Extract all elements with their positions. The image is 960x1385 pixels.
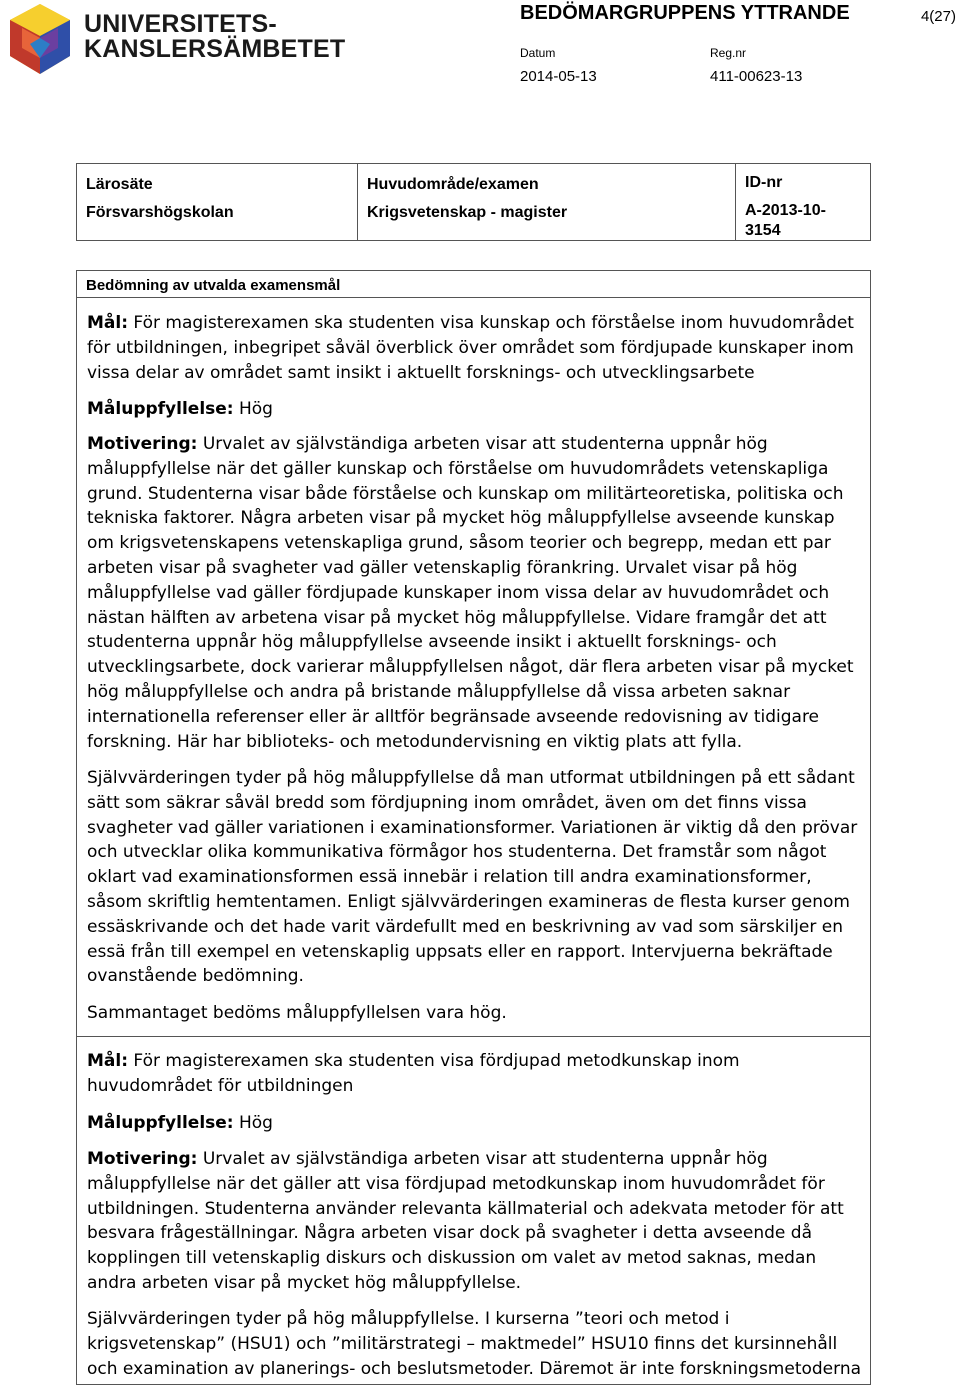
org-line-2: KANSLERSÄMBETET: [84, 35, 346, 63]
goal2-motiv-text: Urvalet av självständiga arbeten visar att studenterna uppnår hög måluppfyllelse när det gäller att visa fördjupad metodkunskap inom huvudområdet för utbildningen. Studenterna använder relevanta källmaterial och adekvata metoder för att besvara frågeställningar. Några arbeten visar dock på svagheter i detta avseende då kopplingen till vetenskaplig diskurs och diskussion om valet av metod saknas, medan andra arbeten visar på mycket hög måluppfyllelse.: [87, 1149, 844, 1293]
goal2-fulfilment: [87, 1111, 862, 1136]
goal1-motivation: [87, 432, 862, 754]
regnr-label: Reg.nr: [710, 46, 747, 60]
page-number: 4(27): [920, 8, 956, 25]
goal2-self-evaluation: Självvärderingen tyder på hög måluppfyllelse. I kurserna ”teori och metod i krigsvetenskap” (HSU1) och ”militärstrategi – maktmedel” HSU10 finns det kursinnehåll och examination av planerings- och beslutsmetoder. Däremot är inte forskningsmetoderna: [87, 1309, 862, 1379]
goal1-summary: Sammantaget bedöms måluppfyllelsen vara hög.: [87, 1003, 507, 1023]
goal1-mal-text: För magisterexamen ska studenten visa kunskap och förståelse inom huvudområdet för utbildningen, inbegripet såväl överblick över området som fördjupade kunskaper inom vissa delar av området samt insikt i aktuellt forsknings- och utvecklingsarbete: [87, 313, 854, 383]
date-value: 2014-05-13: [520, 68, 597, 85]
info-cell-larosate: [77, 164, 357, 240]
goal2-fulfil-label: Måluppfyllelse:: [87, 1113, 234, 1133]
goal2-motiv-label: Motivering:: [87, 1149, 198, 1169]
goal1-fulfilment: [87, 397, 862, 422]
document-title: BEDÖMARGRUPPENS YTTRANDE: [520, 2, 850, 24]
org-line-1: UNIVERSITETS-: [84, 10, 277, 38]
goal2-fulfil-value: Hög: [239, 1113, 273, 1133]
goal1-motiv-label: Motivering:: [87, 434, 198, 454]
section-title: Bedömning av utvalda examensmål: [77, 271, 870, 298]
regnr-value: 411-00623-13: [710, 68, 803, 85]
huvudomrade-value: Krigsvetenskap - magister: [367, 204, 568, 221]
uka-logo: [6, 2, 74, 76]
assessment-section: [76, 270, 871, 1385]
goal1-self-evaluation: Självvärderingen tyder på hög måluppfyllelse då man utformat utbildningen på ett sådant sätt som säkrar såväl bredd som fördjupning inom området, även om det finns vissa svagheter vad gäller variationen i examinationsformer. Variationen är viktig då den prövar och utvecklar olika kommunikativa förmågor hos studenterna. Det framstår som något oklart vad examinationsformen essä innebär i relation till andra examinationsformer, såsom skriftlig hemtentamen. Enligt självvärderingen examineras de flesta kurser genom essäskrivande och det hade varit värdefullt med en beskrivning av vad som särskiljer en essä från till exempel en vetenskaplig uppsats eller en rapport. Intervjuerna bekräftade ovanstående bedömning.: [87, 768, 858, 987]
goal1-fulfil-value: Hög: [239, 399, 273, 419]
goal2-mal-label: Mål:: [87, 1051, 129, 1071]
idnr-value-line-2: 3154: [745, 222, 781, 239]
huvudomrade-label: Huvudområde/examen: [367, 176, 539, 193]
info-cell-huvudomrade: [357, 164, 735, 240]
goal2-mal-text: För magisterexamen ska studenten visa fördjupad metodkunskap inom huvudområdet för utbildningen: [87, 1051, 740, 1096]
goal2-motivation: [87, 1147, 862, 1296]
larosate-label: Lärosäte: [86, 176, 153, 193]
date-label: Datum: [520, 46, 556, 60]
larosate-value: Försvarshögskolan: [86, 204, 234, 221]
goal-divider: [77, 1036, 870, 1037]
info-table: [76, 163, 871, 241]
organization-name: [84, 12, 345, 62]
idnr-value-line-1: A-2013-10-: [745, 202, 826, 219]
info-cell-idnr: [735, 164, 870, 240]
goal1-mal: [87, 311, 862, 385]
idnr-label: ID-nr: [745, 174, 783, 191]
goal1-motiv-text: Urvalet av självständiga arbeten visar att studenterna uppnår hög måluppfyllelse när det gäller kunskap och förståelse om huvudområdets vetenskapliga grund. Studenterna visar både förståelse och kunskap om militärteoretiska, politiska och tekniska faktorer. Några arbeten visar på mycket hög måluppfyllelse avseende kunskap om krigsvetenskapens vetenskapliga grund, såsom teorier och begrepp, medan ett par arbeten visar på svagheter vad gäller vetenskaplig förankring. Urvalet visar på hög måluppfyllelse vad gäller fördjupade kunskaper inom vissa delar av huvudområdet och nästan hälften av arbetena visar på mycket hög måluppfyllelse. Vidare framgår det att studenterna uppnår hög måluppfyllelse avseende insikt i aktuellt forsknings- och utvecklingsarbete, dock varierar måluppfyllelsen något, där flera arbeten visar på mycket hög måluppfyllelse och andra på bristande måluppfyllelse då vissa arbeten saknar internationella referenser eller är alltför begränsade avseende redovisning av tidigare forskning. Här har biblioteks- och metodundervisning en viktig plats att fylla.: [87, 434, 854, 752]
goal1-fulfil-label: Måluppfyllelse:: [87, 399, 234, 419]
goal2-mal: [87, 1049, 862, 1099]
goal1-mal-label: Mål:: [87, 313, 129, 333]
